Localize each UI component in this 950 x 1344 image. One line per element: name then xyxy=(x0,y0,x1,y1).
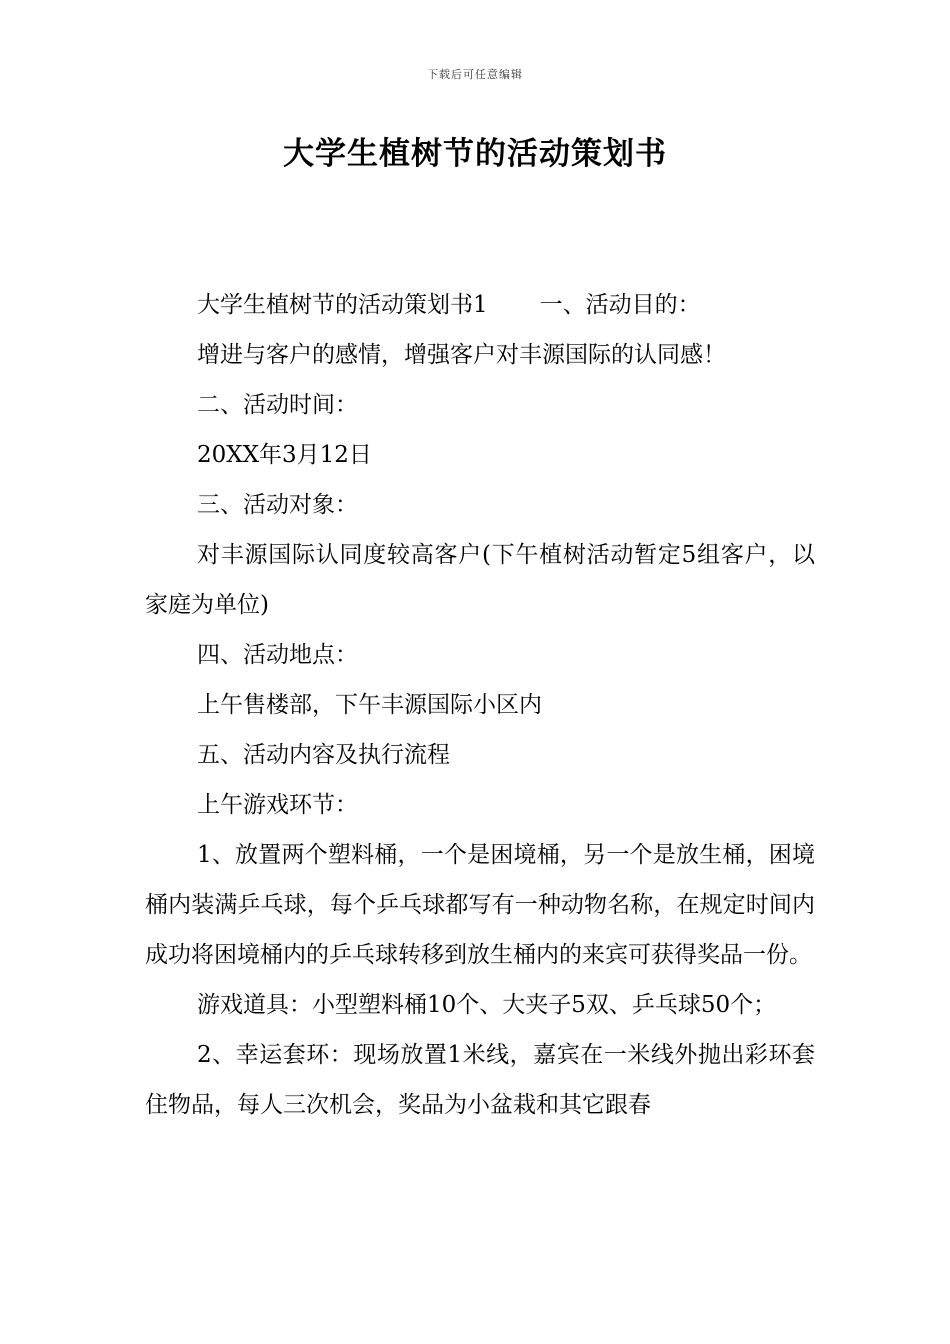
paragraph-date: 20XX年3月12日 xyxy=(197,442,372,468)
section-heading-time: 二、活动时间： xyxy=(197,392,358,418)
paragraph: 对丰源国际认同度较高客户(下午植树活动暂定5组客户，以家庭为单位) xyxy=(145,542,815,618)
intro-heading: 大学生植树节的活动策划书1 xyxy=(197,292,488,318)
section-heading-content: 五、活动内容及执行流程 xyxy=(197,742,450,768)
document-title: 大学生植树节的活动策划书 xyxy=(283,136,667,172)
document-body xyxy=(145,280,815,1130)
paragraph: 1、放置两个塑料桶，一个是困境桶，另一个是放生桶，困境桶内装满乒乓球，每个乒乓球都写有一种动物名称，在规定时间内成功将困境桶内的乒乓球转移到放生桶内的来宾可获得奖品一份。 xyxy=(145,842,815,968)
paragraph: 上午售楼部，下午丰源国际小区内 xyxy=(197,692,542,718)
paragraph-intro xyxy=(145,280,815,330)
section-heading-audience: 三、活动对象： xyxy=(197,492,358,518)
paragraph: 上午游戏环节： xyxy=(197,792,358,818)
paragraph: 增进与客户的感情，增强客户对丰源国际的认同感！ xyxy=(197,342,726,368)
header-note: 下载后可任意编辑 xyxy=(427,68,523,81)
section-heading-location: 四、活动地点： xyxy=(197,642,358,668)
paragraph: 游戏道具：小型塑料桶10个、大夹子5双、乒乓球50个； xyxy=(197,992,777,1018)
paragraph: 2、幸运套环：现场放置1米线，嘉宾在一米线外抛出彩环套住物品，每人三次机会，奖品为小盆栽和其它跟春 xyxy=(145,1042,815,1118)
section-heading-purpose: 一、活动目的： xyxy=(539,292,701,318)
